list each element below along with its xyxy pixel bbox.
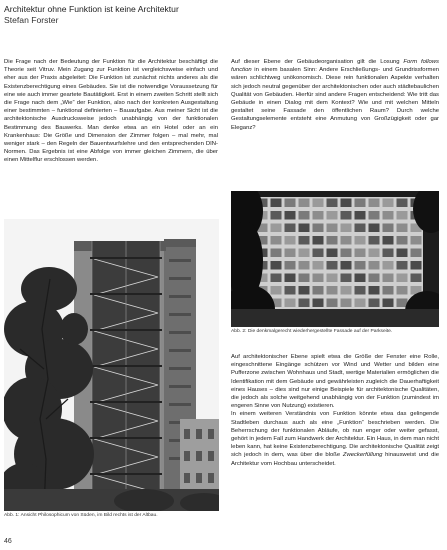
left-column-text [4,58,218,165]
right-top-paragraph [231,58,439,132]
photo-philosophicum [4,219,219,511]
right-top-emphasis: Form follows function [231,59,440,74]
photo1-caption: Abb. 1: Ansicht Philosophicum von Süden, im Bild rechts ist der Altbau. [4,513,158,518]
article-header [4,4,179,26]
article-title: Architektur ohne Funktion ist keine Architektur [4,4,179,14]
photo2-caption: Abb. 2: Die denkmalgerecht wiederhergestellte Fassade auf der Parkseite. [231,329,393,334]
left-paragraph-1: Die Frage nach der Bedeutung der Funktion für die Architektur beschäftigt die Theorie seit Vitruv. Mein Zugang zur Funktion ist vergleichsweise einfach und eher aus der Praxis abgeleitet: Die Funktion ist zunächst nichts anderes als die Existenzberechtigung eines Gebäudes. Sie ist die notwendige Voraussetzung für eine wie auch immer geartete Bautätigkeit. Erst in einem zweiten Schritt stellt sich die Frage nach dem „Wie“ der Funktion, also nach der konkreten Ausgestaltung einer bestimmten – funktional definierten – Bauaufgabe. Aus meiner Sicht ist die architektonische Ausdrucksweise jedoch unabhängig von der funktionalen Bestimmung des Bauwerks. Man denke etwa an ein Hotel oder an ein Krankenhaus: Die Größe und Dimension der Zimmer folgen – mal mehr, mal weniger stark – den Regeln der Bauentwurfslehre und den entsprechenden DIN-Normen. Das Ergebnis ist eine Abfolge von immer gleichen Zimmern, die über einen Mittelflur erschlossen werden. [4,59,218,164]
right-bottom-p2-start: In einem weiteren Verständnis von Funktion könnte etwa das gelingende Stadtleben durchaus auch als eine „Funktion“ beschrieben werden. Die Beherrschung der funktionalen Abläufe, ob nun enger oder weiter gefasst, gehört in jedem Fall zum Handwerk der Architektur. Ein Haus, in dem man nicht leben kann, hat keine Existenzberechtigung. Die architektonische Qualität zeigt sich jedoch in dem, was über die bloße [231,411,439,459]
right-bottom-paragraph-1: Auf architektonischer Ebene spielt etwa die Größe der Fenster eine Rolle, eingeschnittene Eingänge schützen vor Wind und Wetter und bilden eine Pufferzone zwischen Wohnhaus und Stadt, wertige Materialien ermöglichen die Identifikation mit dem Gebäude und gewährleisten zugleich die Dauerhaftigkeit eines Hauses – dies sind nur einige Beispiele für architektonische Qualitäten, die jedoch als solche weitgehend unabhängig von der Funktion (zumindest im engeren Sinne von Nutzung) existieren. [231,354,439,410]
article-author: Stefan Forster [4,15,59,25]
right-column-bottom-text [231,353,439,468]
right-top-text-end: in einem basalen Sinn: Andere Erschließungs- und Grundrissformen wären schlichtweg unökonomisch. Diese rein funktionalen Aspekte verhalten sich jedoch neutral gegenüber der architektonischen oder auch städtebaulichen Qualität von Gebäuden. Hierfür sind andere Fragen entscheidend: Wie tritt das Gebäude in einen Dialog mit dem Kontext? Wie und mit welchen Mitteln gestaltet seine Fassade den öffentlichen Raum? Durch welche Gestaltungselemente entsteht eine Anmutung von Großzügigkeit oder gar Eleganz? [231,67,439,131]
photo-facade-parkside [231,191,439,327]
page-number: 46 [4,538,12,545]
right-bottom-p2-end: hinausweist und die Architektur vom Hochbau unterscheidet. [231,452,439,467]
philosophicum-photo-image [4,219,219,511]
right-top-text-start: Auf dieser Ebene der Gebäudeorganisation gilt die Losung [231,59,404,65]
right-bottom-emphasis: Zweckerfüllung [342,452,383,459]
facade-photo-image [231,191,439,327]
right-bottom-paragraph-2 [231,410,439,467]
right-column-top-text [231,58,439,132]
